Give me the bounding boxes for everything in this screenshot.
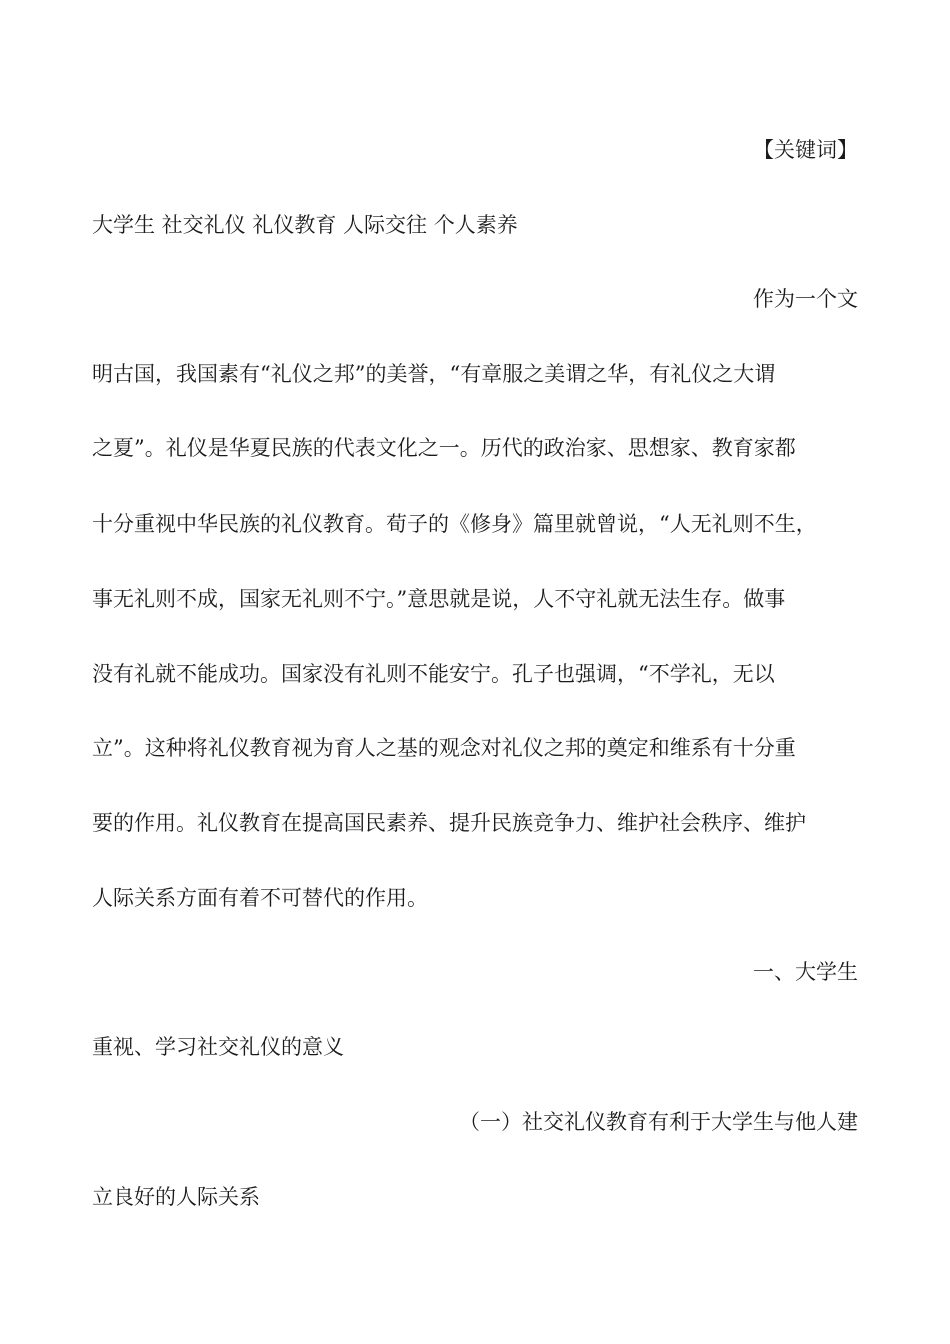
paragraph-line: 事无礼则不成，国家无礼则不宁。”意思就是说，人不守礼就无法生存。做事: [92, 587, 786, 611]
paragraph-line: 没有礼就不能成功。国家没有礼则不能安宁。孔子也强调，“不学礼，无以: [92, 662, 775, 686]
section-heading: 一、大学生: [753, 960, 858, 984]
paragraph-line: 之夏”。礼仪是华夏民族的代表文化之一。历代的政治家、思想家、教育家都: [92, 436, 796, 460]
paragraph-line: 明古国，我国素有“礼仪之邦”的美誉，“有章服之美谓之华，有礼仪之大谓: [92, 362, 776, 386]
section-heading-continued: 重视、学习社交礼仪的意义: [92, 1035, 344, 1059]
subsection-heading: （一）社交礼仪教育有利于大学生与他人建: [459, 1110, 858, 1134]
paragraph-line: 立”。这种将礼仪教育视为育人之基的观念对礼仪之邦的奠定和维系有十分重: [92, 736, 796, 760]
paragraph-line: 人际关系方面有着不可替代的作用。: [92, 886, 428, 910]
keywords-heading: 【关键词】: [753, 138, 858, 162]
paragraph-line: 要的作用。礼仪教育在提高国民素养、提升民族竞争力、维护社会秩序、维护: [92, 811, 806, 835]
subsection-heading-continued: 立良好的人际关系: [92, 1185, 260, 1209]
paragraph-line: 十分重视中华民族的礼仪教育。荀子的《修身》篇里就曾说，“人无礼则不生，: [92, 512, 817, 536]
paragraph-line: 作为一个文: [753, 287, 858, 311]
keywords-list: 大学生 社交礼仪 礼仪教育 人际交往 个人素养: [92, 213, 518, 237]
